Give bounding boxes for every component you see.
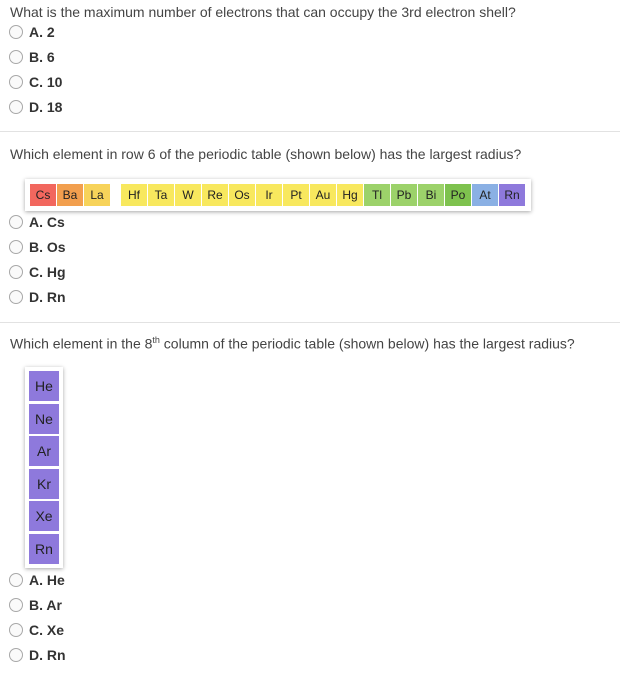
radio-button[interactable]: [9, 215, 23, 229]
element-cell: Ta: [148, 184, 174, 206]
question-divider: [0, 131, 620, 132]
question-3-option-b[interactable]: [9, 595, 62, 615]
option-label: D. Rn: [29, 289, 66, 305]
radio-button[interactable]: [9, 50, 23, 64]
radio-button[interactable]: [9, 75, 23, 89]
element-cell: Tl: [364, 184, 390, 206]
radio-button[interactable]: [9, 598, 23, 612]
element-cell: Ir: [256, 184, 282, 206]
element-cell: Os: [229, 184, 255, 206]
radio-button[interactable]: [9, 573, 23, 587]
element-cell: Re: [202, 184, 228, 206]
question-divider: [0, 322, 620, 323]
element-gap: [111, 184, 121, 206]
element-cell: Au: [310, 184, 336, 206]
question-2-option-c[interactable]: [9, 262, 66, 282]
question-2-option-a[interactable]: [9, 212, 65, 232]
question-2-option-d[interactable]: [9, 287, 66, 307]
question-1-option-a[interactable]: [9, 22, 55, 42]
option-label: C. 10: [29, 74, 63, 90]
radio-button[interactable]: [9, 240, 23, 254]
option-label: D. Rn: [29, 647, 66, 663]
question-3-option-c[interactable]: [9, 620, 64, 640]
question-2-option-b[interactable]: [9, 237, 66, 257]
question-3-text-after: column of the periodic table (shown below) has the largest radius?: [159, 335, 575, 352]
option-label: A. 2: [29, 24, 55, 40]
question-1-option-b[interactable]: [9, 47, 55, 67]
question-3-text: [10, 335, 575, 352]
option-label: B. Ar: [29, 597, 62, 613]
option-label: C. Xe: [29, 622, 65, 638]
element-cell: Hf: [121, 184, 147, 206]
radio-button[interactable]: [9, 290, 23, 304]
element-cell: Ba: [57, 184, 83, 206]
element-cell: Pt: [283, 184, 309, 206]
question-3-option-d[interactable]: [9, 645, 66, 665]
element-cell: Xe: [29, 501, 59, 531]
element-cell: Kr: [29, 469, 59, 499]
element-cell: W: [175, 184, 201, 206]
element-cell: Rn: [499, 184, 525, 206]
radio-button[interactable]: [9, 648, 23, 662]
element-cell: Rn: [29, 534, 59, 564]
question-3-text-sup: th: [152, 335, 160, 345]
radio-button[interactable]: [9, 623, 23, 637]
question-1-option-d[interactable]: [9, 97, 62, 117]
option-label: A. He: [29, 572, 65, 588]
option-label: C. Hg: [29, 264, 66, 280]
question-3-text-before: Which element in the 8: [10, 335, 153, 352]
element-cell: Ar: [29, 436, 59, 466]
option-label: B. 6: [29, 49, 55, 65]
element-cell: La: [84, 184, 110, 206]
element-cell: He: [29, 371, 59, 401]
periodic-column-8-strip: [25, 367, 63, 568]
element-cell: Po: [445, 184, 471, 206]
option-label: D. 18: [29, 99, 63, 115]
element-cell: Pb: [391, 184, 417, 206]
question-1-option-c[interactable]: [9, 72, 62, 92]
option-label: B. Os: [29, 239, 66, 255]
radio-button[interactable]: [9, 25, 23, 39]
question-2-text: Which element in row 6 of the periodic table (shown below) has the largest radius?: [10, 146, 522, 162]
question-3-option-a[interactable]: [9, 570, 65, 590]
option-label: A. Cs: [29, 214, 65, 230]
element-cell: At: [472, 184, 498, 206]
element-cell: Bi: [418, 184, 444, 206]
element-cell: Hg: [337, 184, 363, 206]
element-cell: Ne: [29, 404, 59, 434]
question-1-text: What is the maximum number of electrons that can occupy the 3rd electron shell?: [10, 4, 516, 20]
periodic-row-6-strip: [25, 179, 531, 211]
radio-button[interactable]: [9, 265, 23, 279]
element-cell: Cs: [30, 184, 56, 206]
radio-button[interactable]: [9, 100, 23, 114]
